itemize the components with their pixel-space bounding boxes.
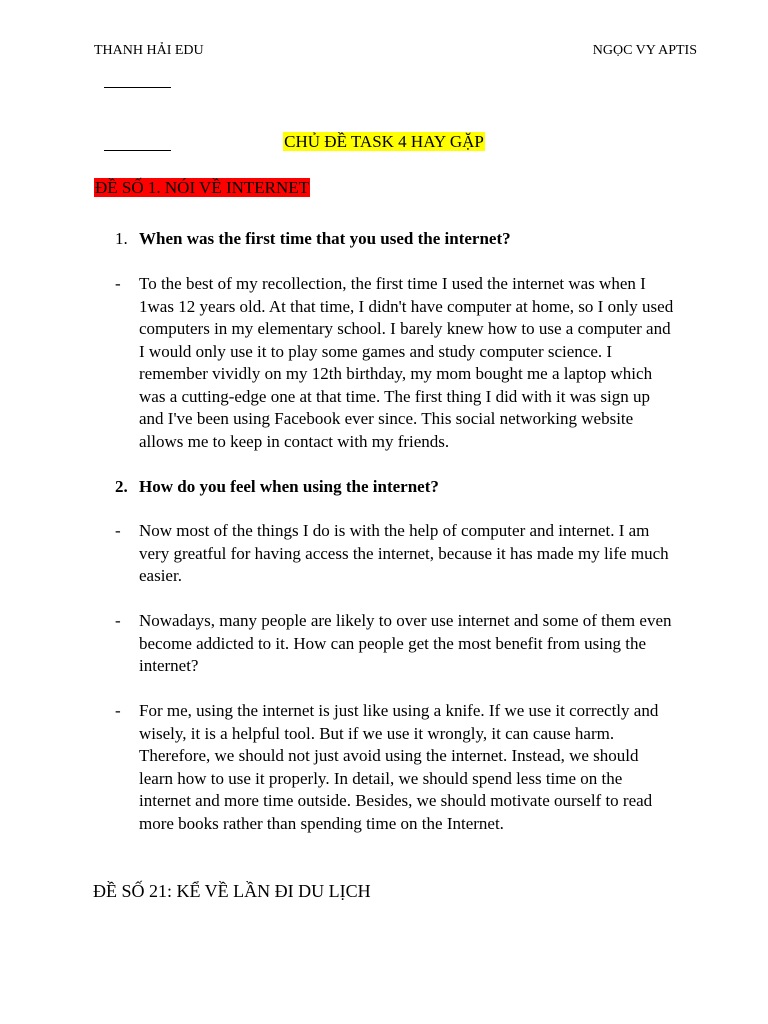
answer-text: For me, using the internet is just like using a knife. If we use it correctly and wisely, it is a helpful tool. But if we use it wrongly, it can cause harm. Therefore, we should not just avoid using the internet. Instead, we should learn how to use it properly. In detail, we should spend less time on the internet and more time outside. Besides, we should motivate ourself to read more books rather than spending time on the Internet.	[139, 701, 659, 833]
question-item	[115, 228, 675, 251]
list-marker: -	[115, 274, 121, 293]
answer-item	[115, 610, 675, 678]
question-text: When was the first time that you used the internet?	[139, 229, 511, 248]
list-marker: -	[115, 611, 121, 630]
answer-text: To the best of my recollection, the first time I used the internet was when I 1was 12 years old. At that time, I didn't have computer at home, so I only used computers in my elementary school. I barely knew how to use a computer and I would only use it to play some games and study computer science. I remember vividly on my 12th birthday, my mom bought me a laptop which was a cutting-edge one at that time. The first thing I did with it was sign up and I've been using Facebook ever since. This social networking website allows me to keep in contact with my friends.	[139, 274, 674, 451]
answer-item	[115, 700, 675, 835]
answer-text: Nowadays, many people are likely to over use internet and some of them even become addicted to it. How can people get the most benefit from using the internet?	[139, 611, 672, 675]
question-text: How do you feel when using the internet?	[139, 477, 439, 496]
list-marker: -	[115, 521, 121, 540]
list-marker: -	[115, 701, 121, 720]
question-item	[115, 476, 675, 499]
list-marker: 1.	[115, 229, 128, 248]
page-title	[0, 132, 768, 152]
section-heading-internet	[94, 178, 310, 198]
list-marker: 2.	[115, 477, 128, 496]
answer-item	[115, 520, 675, 588]
answer-item	[115, 273, 675, 453]
section-heading-internet-text: ĐỀ SỐ 1. NÓI VỀ INTERNET	[95, 178, 310, 197]
horizontal-rule	[104, 87, 171, 88]
header-right-text: NGỌC VY APTIS	[592, 43, 697, 58]
answer-text: Now most of the things I do is with the help of computer and internet. I am very greatful for having access the internet, because it has made my life much easier.	[139, 521, 669, 585]
section-heading-travel: ĐỀ SỐ 21: KỂ VỀ LẦN ĐI DU LỊCH	[93, 881, 371, 901]
page-title-text: CHỦ ĐỀ TASK 4 HAY GẶP	[284, 132, 484, 151]
header-left-text: THANH HẢI EDU	[94, 43, 204, 58]
